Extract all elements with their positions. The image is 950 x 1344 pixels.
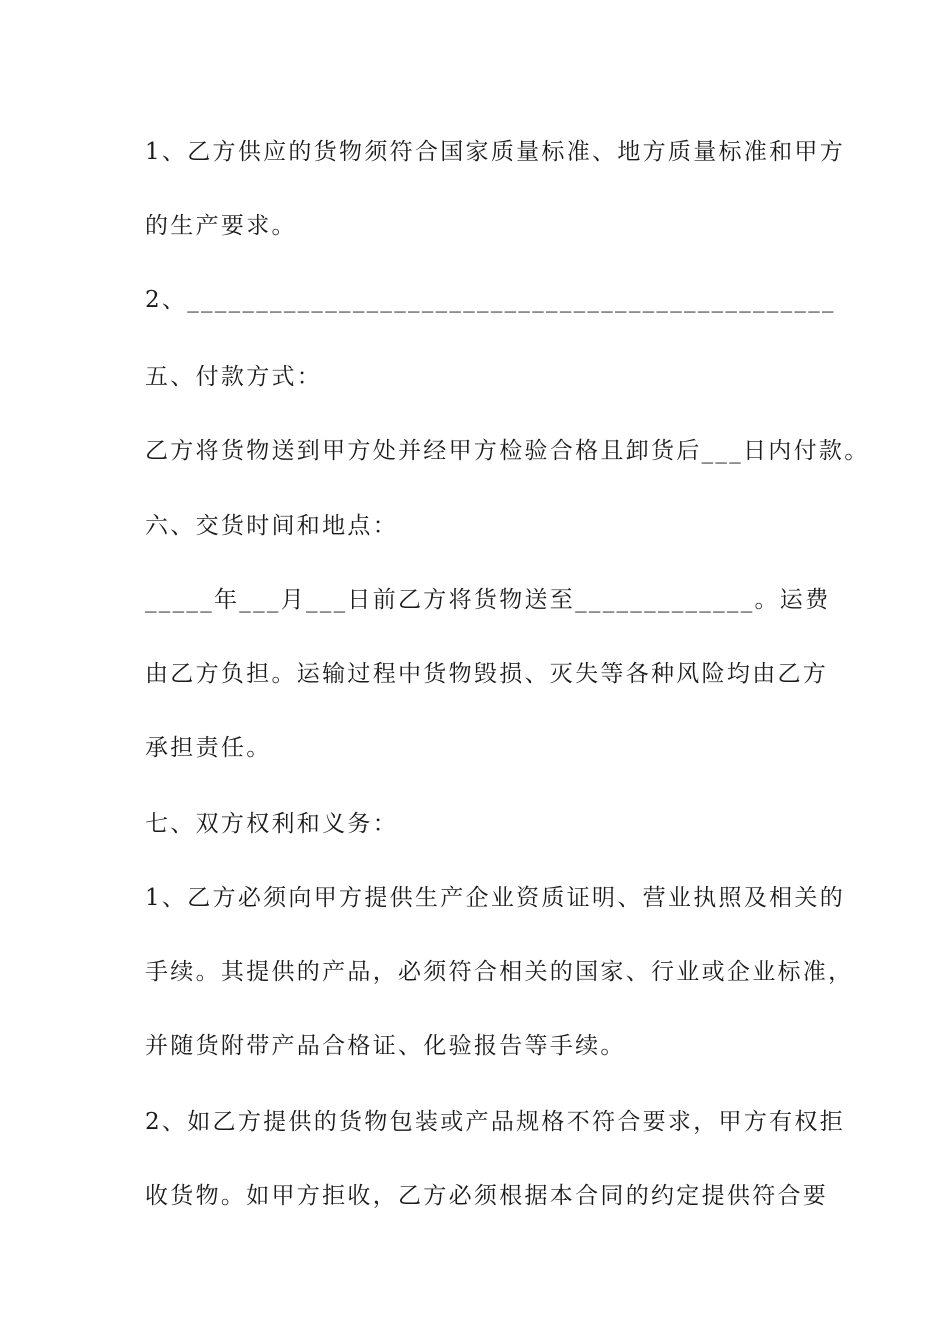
text-line: 的生产要求。: [145, 213, 297, 239]
text-line: 手续。其提供的产品，必须符合相关的国家、行业或企业标准，: [145, 959, 854, 985]
text-line: 2、如乙方提供的货物包装或产品规格不符合要求，甲方有权拒: [145, 1109, 846, 1135]
text-line: 2、_______________________________________________: [145, 287, 836, 313]
text-line: 乙方将货物送到甲方处并经甲方检验合格且卸货后___日内付款。: [145, 438, 870, 464]
text-line: 由乙方负担。运输过程中货物毁损、灭失等各种风险均由乙方: [145, 661, 829, 687]
text-line: 1、乙方供应的货物须符合国家质量标准、地方质量标准和甲方: [145, 139, 846, 165]
text-line: _____年___月___日前乙方将货物送至_____________。运费: [145, 587, 831, 613]
text-line: 收货物。如甲方拒收，乙方必须根据本合同的约定提供符合要: [145, 1183, 829, 1209]
text-line: 并随货附带产品合格证、化验报告等手续。: [145, 1033, 626, 1059]
section-heading: 六、交货时间和地点：: [145, 513, 398, 539]
text-line: 1、乙方必须向甲方提供生产企业资质证明、营业执照及相关的: [145, 885, 846, 911]
text-line: 承担责任。: [145, 735, 272, 761]
section-heading: 七、双方权利和义务：: [145, 811, 398, 837]
section-heading: 五、付款方式：: [145, 364, 323, 390]
